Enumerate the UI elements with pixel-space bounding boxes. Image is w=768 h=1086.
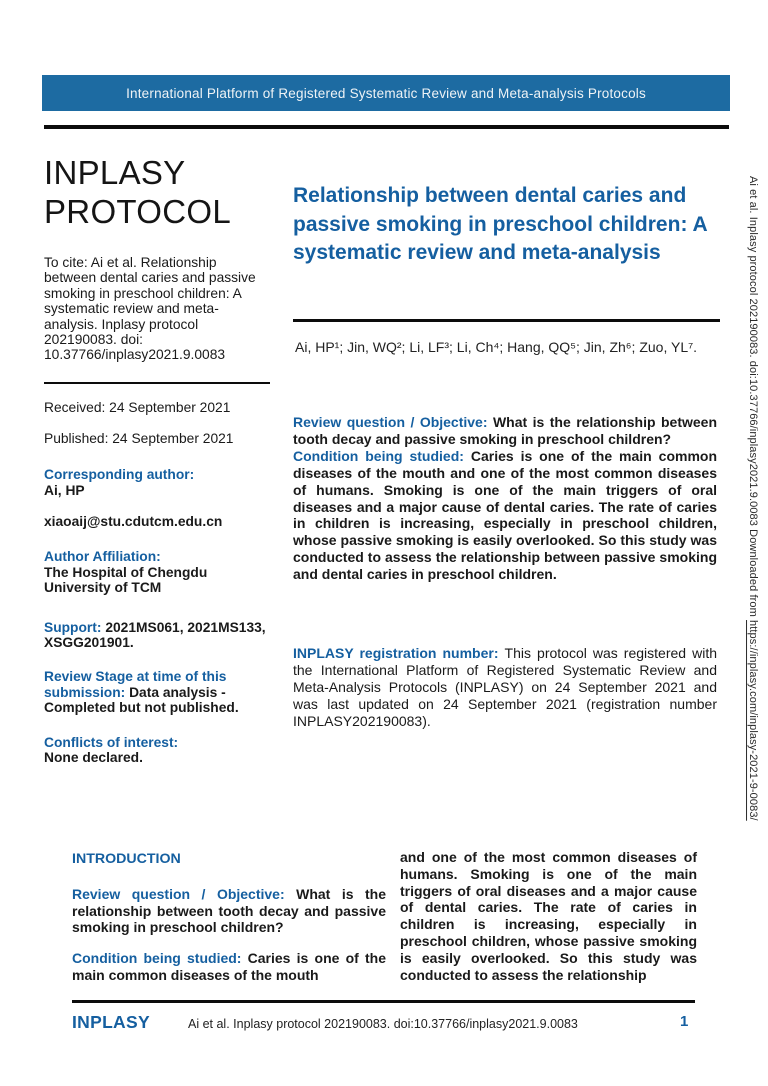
received-date: Received: 24 September 2021 bbox=[44, 400, 231, 416]
review-stage-section bbox=[44, 669, 270, 715]
article-title: Relationship between dental caries and passive smoking in preschool children: A systematic review and meta-analysis bbox=[293, 184, 707, 264]
left-column bbox=[44, 154, 270, 765]
registration-text: This protocol was registered with the International Platform of Registered Systematic Review and Meta-Analysis Protocols (INPLASY) on 24 September 2021 and was last updated on 24 September 2021 (registration number INPLASY202190083). bbox=[293, 645, 717, 729]
conflicts-text: None declared. bbox=[44, 750, 143, 766]
vertical-citation-sidebar bbox=[741, 176, 759, 1022]
masthead-line1: INPLASY bbox=[44, 154, 186, 191]
condition-text: Caries is one of the main common diseases of the mouth and one of the most common diseases of humans. Smoking is one of the main triggers of oral diseases and a major cause of dental caries. The rate of caries in children is increasing, especially in preschool children, whose passive smoking is easily overlooked. So this study was conducted to assess the relationship between passive smoking and dental caries in preschool children. bbox=[293, 447, 717, 583]
conflicts-label: Conflicts of interest: bbox=[44, 734, 179, 750]
footer-divider-rule bbox=[72, 1000, 695, 1003]
review-question-text: What is the relationship between tooth decay and passive smoking in preschool children? bbox=[293, 414, 717, 447]
support-section bbox=[44, 620, 270, 651]
intro-condition-continuation: and one of the most common diseases of humans. Smoking is one of the main triggers of oral diseases and a major cause of dental caries. The rate of caries in children is increasing, especially in preschool children, whose passive smoking is easily overlooked. So this study was conducted to assess the relationship bbox=[400, 849, 697, 983]
vertical-citation-text: Ai et al. Inplasy protocol 202190083. doi:10.37766/inplasy2021.9.0083 Downloaded from bbox=[747, 176, 759, 621]
intro-review-question-text: What is the relationship between tooth decay and passive smoking in preschool children? bbox=[72, 885, 386, 936]
footer-page-number: 1 bbox=[680, 1013, 689, 1030]
journal-banner bbox=[42, 75, 730, 111]
corresponding-author-email: xiaoaij@stu.cdutcm.edu.cn bbox=[44, 513, 223, 529]
condition-label: Condition being studied: bbox=[293, 447, 471, 464]
support-label: Support: bbox=[44, 619, 106, 635]
intro-review-question-label: Review question / Objective: bbox=[72, 885, 297, 902]
introduction-left-column bbox=[72, 851, 386, 984]
registration-block bbox=[293, 645, 717, 730]
intro-review-question-paragraph bbox=[72, 886, 386, 936]
author-affiliation-section bbox=[44, 549, 270, 595]
conflicts-section bbox=[44, 735, 270, 766]
published-date: Published: 24 September 2021 bbox=[44, 430, 234, 446]
review-question-label: Review question / Objective: bbox=[293, 414, 493, 430]
support-text: 2021MS061, 2021MS133, XSGG201901. bbox=[44, 619, 266, 650]
vertical-citation-link[interactable]: https://inplasy.com/inplasy-2021-9-0083/ bbox=[747, 620, 759, 821]
condition-paragraph bbox=[293, 448, 717, 583]
corresponding-author-section bbox=[44, 467, 270, 498]
registration-label: INPLASY registration number: bbox=[293, 645, 505, 661]
introduction-heading: INTRODUCTION bbox=[72, 851, 181, 867]
journal-banner-text: International Platform of Registered Systematic Review and Meta-analysis Protocols bbox=[126, 85, 646, 101]
left-column-divider bbox=[44, 382, 270, 385]
corresponding-author-name: Ai, HP bbox=[44, 482, 85, 498]
authors-divider-rule bbox=[293, 319, 720, 322]
masthead-line2: PROTOCOL bbox=[44, 192, 231, 230]
abstract-block bbox=[293, 414, 717, 583]
intro-condition-text-left: Caries is one of the main common diseases of the mouth bbox=[72, 950, 386, 983]
review-question-paragraph bbox=[293, 414, 717, 448]
review-stage-text: Data analysis - Completed but not published. bbox=[44, 684, 239, 716]
footer-citation: Ai et al. Inplasy protocol 202190083. doi:10.37766/inplasy2021.9.0083 bbox=[188, 1017, 578, 1031]
author-affiliation-label: Author Affiliation: bbox=[44, 549, 161, 565]
corresponding-author-label: Corresponding author: bbox=[44, 467, 195, 483]
intro-condition-label: Condition being studied: bbox=[72, 950, 248, 967]
authors-line: Ai, HP¹; Jin, WQ²; Li, LF³; Li, Ch⁴; Hang, QQ⁵; Jin, Zh⁶; Zuo, YL⁷. bbox=[295, 339, 698, 355]
author-affiliation-text: The Hospital of Chengdu University of TCM bbox=[44, 564, 208, 596]
registration-paragraph bbox=[293, 645, 717, 730]
to-cite-paragraph: To cite: Ai et al. Relationship between dental caries and passive smoking in preschool children: A systematic review and meta-analysis. Inplasy protocol 202190083. doi: 10.37766/inplasy2021.9.0083 bbox=[44, 255, 256, 363]
intro-condition-paragraph bbox=[72, 950, 386, 984]
footer-brand: INPLASY bbox=[72, 1012, 150, 1032]
top-divider-rule bbox=[44, 125, 729, 129]
introduction-right-column bbox=[400, 849, 697, 983]
review-stage-label: Review Stage at time of this submission: bbox=[44, 669, 227, 700]
masthead-title bbox=[44, 154, 270, 231]
